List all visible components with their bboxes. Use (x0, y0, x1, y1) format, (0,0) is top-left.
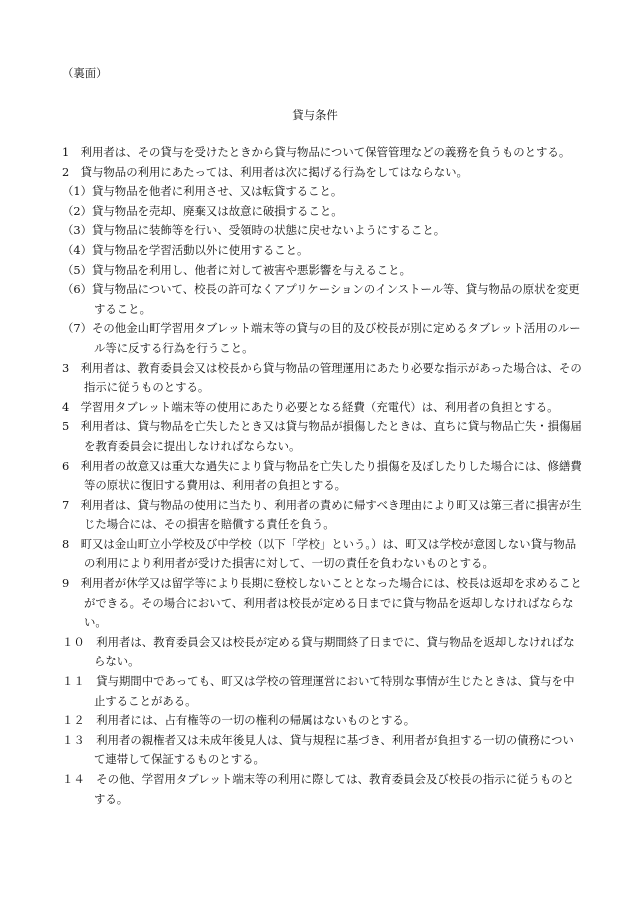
clause-7: 7 利用者は、貸与物品の使用に当たり、利用者の責めに帰すべき理由により町又は第三者に損害が生じた場合には、その損害を賠償する責任を負う。 (62, 497, 582, 532)
clause-13: １３ 利用者の親権者又は未成年後見人は、貸与規程に基づき、利用者が負担する一切の債務について連帯して保証するものとする。 (62, 732, 574, 767)
clause-5: 5 利用者は、貸与物品を亡失したとき又は貸与物品が損傷したときは、直ちに貸与物品亡失・損傷届を教育委員会に提出しなければならない。 (62, 419, 582, 453)
clause-10: １０ 利用者は、教育委員会又は校長が定める貸与期間終了日までに、貸与物品を返却しなければならない。 (62, 634, 575, 669)
clause-1: 1 利用者は、その貸与を受けたときから貸与物品について保管管理などの義務を負うものとする。 (62, 145, 571, 159)
side-label: （裏面） (62, 66, 108, 80)
clause-6: 6 利用者の故意又は重大な過失により貸与物品を亡失したり損傷を及ぼしたりした場合には、修繕費等の原状に復旧する費用は、利用者の負担とする。 (62, 458, 582, 493)
clause-list (62, 143, 582, 809)
clause-3: 3 利用者は、教育委員会又は校長から貸与物品の管理運用にあたり必要な指示があった場合は、その指示に従うものとする。 (62, 360, 582, 395)
clause-11: １１ 貸与期間中であっても、町又は学校の管理運営において特別な事情が生じたときは、貸与を中止することがある。 (62, 674, 575, 708)
clause-8: 8 町又は金山町立小学校及び中学校（以下「学校」という。）は、町又は学校が意図しない貸与物品の利用により利用者が受けた損害に対して、一切の責任を負わないものとする。 (62, 536, 577, 571)
clause-2-item-7: （7）その他金山町学習用タブレット端末等の貸与の目的及び校長が別に定めるタブレット活用のルール等に反する行為を行うこと。 (62, 321, 581, 355)
clause-14: １４ その他、学習用タブレット端末等の利用に際しては、教育委員会及び校長の指示に従うものとする。 (62, 772, 575, 806)
clause-2-item-5: （5）貸与物品を利用し、他者に対して被害や悪影響を与えること。 (62, 262, 411, 277)
clause-2-item-6: （6）貸与物品について、校長の許可なくアプリケーションのインストール等、貸与物品の原状を変更すること。 (62, 282, 580, 316)
clause-4: 4 学習用タブレット端末等の使用にあたり必要となる経費（充電代）は、利用者の負担とする。 (62, 399, 559, 414)
page-title: 貸与条件 (292, 108, 338, 122)
clause-2-item-2: （2）貸与物品を売却、廃棄又は故意に破損すること。 (62, 203, 343, 218)
clause-2: 2 貸与物品の利用にあたっては、利用者は次に掲げる行為をしてはならない。 (62, 164, 468, 179)
clause-9: 9 利用者が休学又は留学等により長期に登校しないこととなった場合には、校長は返却を求めることができる。その場合において、利用者は校長が定める日までに貸与物品を返却しなければならない。 (62, 576, 582, 630)
clause-12: １２ 利用者には、占有権等の一切の権利の帰属はないものとする。 (62, 713, 416, 728)
clause-2-item-1: （1）貸与物品を他者に利用させ、又は転貸すること。 (62, 184, 343, 199)
clause-2-item-4: （4）貸与物品を学習活動以外に使用すること。 (62, 242, 309, 257)
clause-2-item-3: （3）貸与物品に装飾等を行い、受領時の状態に戻せないようにすること。 (62, 223, 446, 238)
